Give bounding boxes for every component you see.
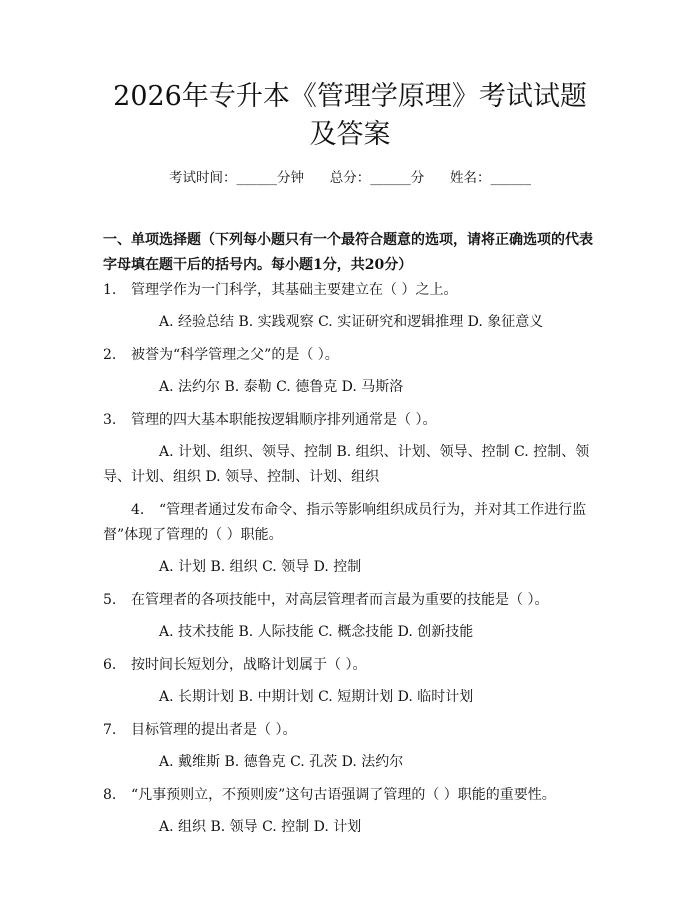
question-options: A. 法约尔 B. 泰勒 C. 德鲁克 D. 马斯洛 bbox=[159, 379, 404, 395]
question-options: A. 长期计划 B. 中期计划 C. 短期计划 D. 临时计划 bbox=[159, 689, 474, 705]
question-number: 5. bbox=[103, 592, 117, 608]
question-options: A. 技术技能 B. 人际技能 C. 概念技能 D. 创新技能 bbox=[159, 624, 474, 640]
question-stem bbox=[103, 278, 603, 303]
question-stem bbox=[103, 588, 603, 613]
question-item bbox=[103, 343, 603, 400]
question-number: 4. bbox=[131, 502, 145, 518]
question-number: 2. bbox=[103, 347, 117, 363]
question-item bbox=[103, 718, 603, 775]
section-heading: 一、单项选择题（下列每小题只有一个最符合题意的选项，请将正确选项的代表字母填在题干后的括号内。每小题1分，共20分） bbox=[103, 232, 593, 273]
page-title: 2026年专升本《管理学原理》考试试题及答案 bbox=[113, 81, 587, 150]
question-item bbox=[103, 278, 603, 335]
question-text: 按时间长短划分，战略计划属于（ ）。 bbox=[131, 657, 367, 673]
question-stem bbox=[103, 343, 603, 368]
question-number: 1. bbox=[103, 282, 117, 298]
question-text: 在管理者的各项技能中，对高层管理者而言最为重要的技能是（ ）。 bbox=[131, 592, 549, 608]
question-options: A. 经验总结 B. 实践观察 C. 实证研究和逻辑推理 D. 象征意义 bbox=[159, 314, 544, 330]
question-list bbox=[103, 278, 603, 848]
question-text: 被誉为“科学管理之父”的是（ ）。 bbox=[131, 347, 339, 363]
question-item bbox=[103, 783, 603, 840]
question-stem bbox=[103, 498, 603, 548]
question-text: “管理者通过发布命令、指示等影响组织成员行为，并对其工作进行监督”体现了管理的（ ）职能。 bbox=[103, 502, 587, 543]
exam-info-line: 考试时间：______分钟 总分：______分 姓名：______ bbox=[169, 170, 531, 186]
question-item bbox=[103, 408, 603, 490]
question-text: 管理的四大基本职能按逻辑顺序排列通常是（ ）。 bbox=[131, 412, 437, 428]
question-text: 目标管理的提出者是（ ）。 bbox=[131, 722, 297, 738]
question-item bbox=[103, 498, 603, 580]
question-number: 6. bbox=[103, 657, 117, 673]
question-stem bbox=[103, 653, 603, 678]
question-stem bbox=[103, 718, 603, 743]
question-options: A. 计划 B. 组织 C. 领导 D. 控制 bbox=[159, 559, 362, 575]
question-stem bbox=[103, 783, 603, 808]
question-options: A. 计划、组织、领导、控制 B. 组织、计划、领导、控制 C. 控制、领导、计划、组织 D. 领导、控制、计划、组织 bbox=[103, 444, 590, 485]
question-stem bbox=[103, 408, 603, 433]
question-number: 8. bbox=[103, 787, 117, 803]
question-text: “凡事预则立，不预则废”这句古语强调了管理的（ ）职能的重要性。 bbox=[131, 787, 556, 803]
question-number: 7. bbox=[103, 722, 117, 738]
question-number: 3. bbox=[103, 412, 117, 428]
question-options: A. 组织 B. 领导 C. 控制 D. 计划 bbox=[159, 819, 362, 835]
question-item bbox=[103, 653, 603, 710]
question-item bbox=[103, 588, 603, 645]
question-options: A. 戴维斯 B. 德鲁克 C. 孔茨 D. 法约尔 bbox=[159, 754, 404, 770]
question-text: 管理学作为一门科学，其基础主要建立在（ ）之上。 bbox=[131, 282, 458, 298]
